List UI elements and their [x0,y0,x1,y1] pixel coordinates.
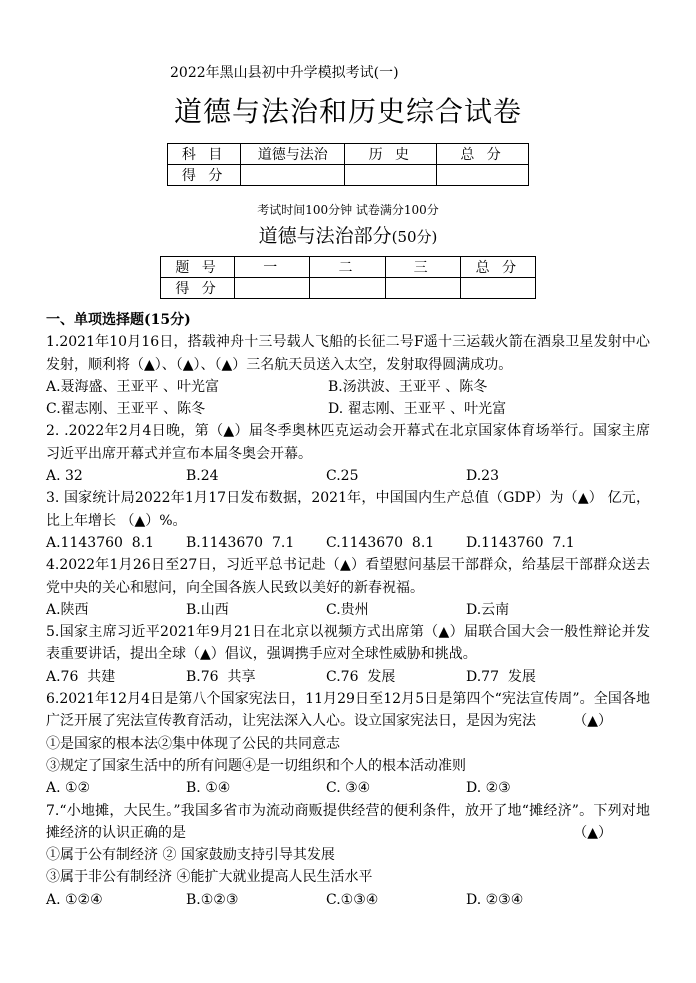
page-title: 道德与法治和历史综合试卷 [173,95,522,128]
question-stem [46,800,650,845]
option-row [46,376,650,398]
score-table-subjects [167,143,529,186]
option[interactable]: D.23 [466,468,499,485]
option-row [46,666,650,688]
option[interactable]: C.76 发展 [326,668,396,685]
question-stem: 5.国家主席习近平2021年9月21日在北京以视频方式出席第（▲）届联合国大会一般性辩论并发表重要讲话，提出全球（▲）倡议，强调携手应对全球性威胁和挑战。 [46,624,650,663]
option[interactable]: B.山西 [186,601,229,618]
table-cell: 总 分 [460,257,535,278]
option-row [46,465,650,487]
answer-mark: （▲） [573,824,612,841]
option[interactable]: D.77 发展 [466,668,536,685]
table-cell: 得 分 [161,278,235,299]
part-title [0,221,696,248]
question-text: 7.“小地摊，大民生。”我国多省市为流动商贩提供经营的便利条件，放开了地“摊经济”。下列对地摊经济的认识正确的是 [46,802,650,841]
option[interactable]: D. ②③④ [466,891,524,908]
table-cell: 三 [385,257,460,278]
option-row [46,532,650,554]
question-stem: 2. .2022年2月4日晚，第（▲）届冬季奥林匹克运动会开幕式在北京国家体育场举行。国家主席习近平出席开幕式并宣布本届冬奥会开幕。 [46,423,650,462]
option[interactable]: C.贵州 [326,601,369,618]
option[interactable]: B.76 共享 [186,668,256,685]
question-text: 6.2021年12月4日是第八个国家宪法日，11月29日至12月5日是第四个“宪法宣传周”。全国各地广泛开展了宪法宣传教育活动，让宪法深入人心。设立国家宪法日，是因为宪法 [46,691,650,730]
option[interactable]: C.翟志刚、王亚平 、陈冬 [46,401,206,418]
option[interactable]: D.云南 [466,601,510,618]
score-cell[interactable] [345,165,437,186]
answer-mark: （▲） [573,713,612,730]
option-row [46,777,650,799]
table-cell: 道德与法治 [241,144,345,165]
option[interactable]: B.①②③ [186,891,239,908]
option[interactable]: C.1143670 8.1 [326,534,435,551]
option[interactable]: A.聂海盛、王亚平 、叶光富 [46,378,220,395]
option-row [46,398,650,420]
table-cell: 二 [310,257,385,278]
question-stem: 4.2022年1月26日至27日，习近平总书记赴（▲）看望慰问基层干部群众，给基层干部群众送去党中央的关心和慰问，向全国各族人民致以美好的新春祝福。 [46,557,650,596]
option[interactable]: C.25 [326,468,359,485]
score-cell[interactable] [241,165,345,186]
option-row [46,599,650,621]
option[interactable]: A.1143760 8.1 [46,534,155,551]
part-title-text: 道德与法治部分 [258,225,392,247]
part-points: (50分) [391,228,438,246]
option[interactable]: B.24 [186,468,219,485]
option[interactable]: D. 翟志刚、王亚平 、叶光富 [328,401,507,418]
option-row [46,889,650,911]
table-cell: 得 分 [168,165,241,186]
option[interactable]: C. ③④ [326,780,371,797]
score-cell[interactable] [310,278,385,299]
option[interactable]: B. ①④ [186,780,231,797]
option[interactable]: B.汤洪波、王亚平 、陈冬 [328,378,488,395]
table-cell: 科 目 [168,144,241,165]
statement: ①是国家的根本法②集中体现了公民的共同意志 [46,735,340,752]
exam-line: 2022年黑山县初中升学模拟考试(一) [170,65,399,81]
exam-info: 考试时间100分钟 试卷满分100分 [257,203,439,217]
score-cell[interactable] [235,278,310,299]
option[interactable]: B.1143670 7.1 [186,534,295,551]
questions [46,309,650,911]
table-cell: 题 号 [161,257,235,278]
question-stem: 3. 国家统计局2022年1月17日发布数据，2021年，中国国内生产总值（GDP）为（▲） 亿元，比上年增长 （▲）%。 [46,490,650,529]
option[interactable]: A.陕西 [46,601,89,618]
table-cell: 一 [235,257,310,278]
score-cell[interactable] [437,165,529,186]
question-stem [46,688,650,733]
section-heading: 一、单项选择题(15分) [46,312,191,328]
option[interactable]: D.1143760 7.1 [466,534,575,551]
statement: ①属于公有制经济 ② 国家鼓励支持引导其发展 [46,847,335,864]
option[interactable]: A. 32 [46,468,83,485]
statement: ③属于非公有制经济 ④能扩大就业提高人民生活水平 [46,869,373,886]
option[interactable]: C.①③④ [326,891,379,908]
option[interactable]: A. ①② [46,780,91,797]
question-stem: 1.2021年10月16日，搭载神舟十三号载人飞船的长征二号F遥十三运载火箭在酒泉卫星发射中心发射，顺利将（▲）、（▲）、（▲）三名航天员送入太空，发射取得圆满成功。 [46,334,650,373]
score-cell[interactable] [385,278,460,299]
option[interactable]: A.76 共建 [46,668,116,685]
option[interactable]: A. ①②④ [46,891,103,908]
statement: ③规定了国家生活中的所有问题④是一切组织和个人的根本活动准则 [46,757,466,774]
option[interactable]: D. ②③ [466,780,511,797]
score-table-questions [160,256,536,299]
score-cell[interactable] [460,278,535,299]
table-cell: 总 分 [437,144,529,165]
table-cell: 历 史 [345,144,437,165]
